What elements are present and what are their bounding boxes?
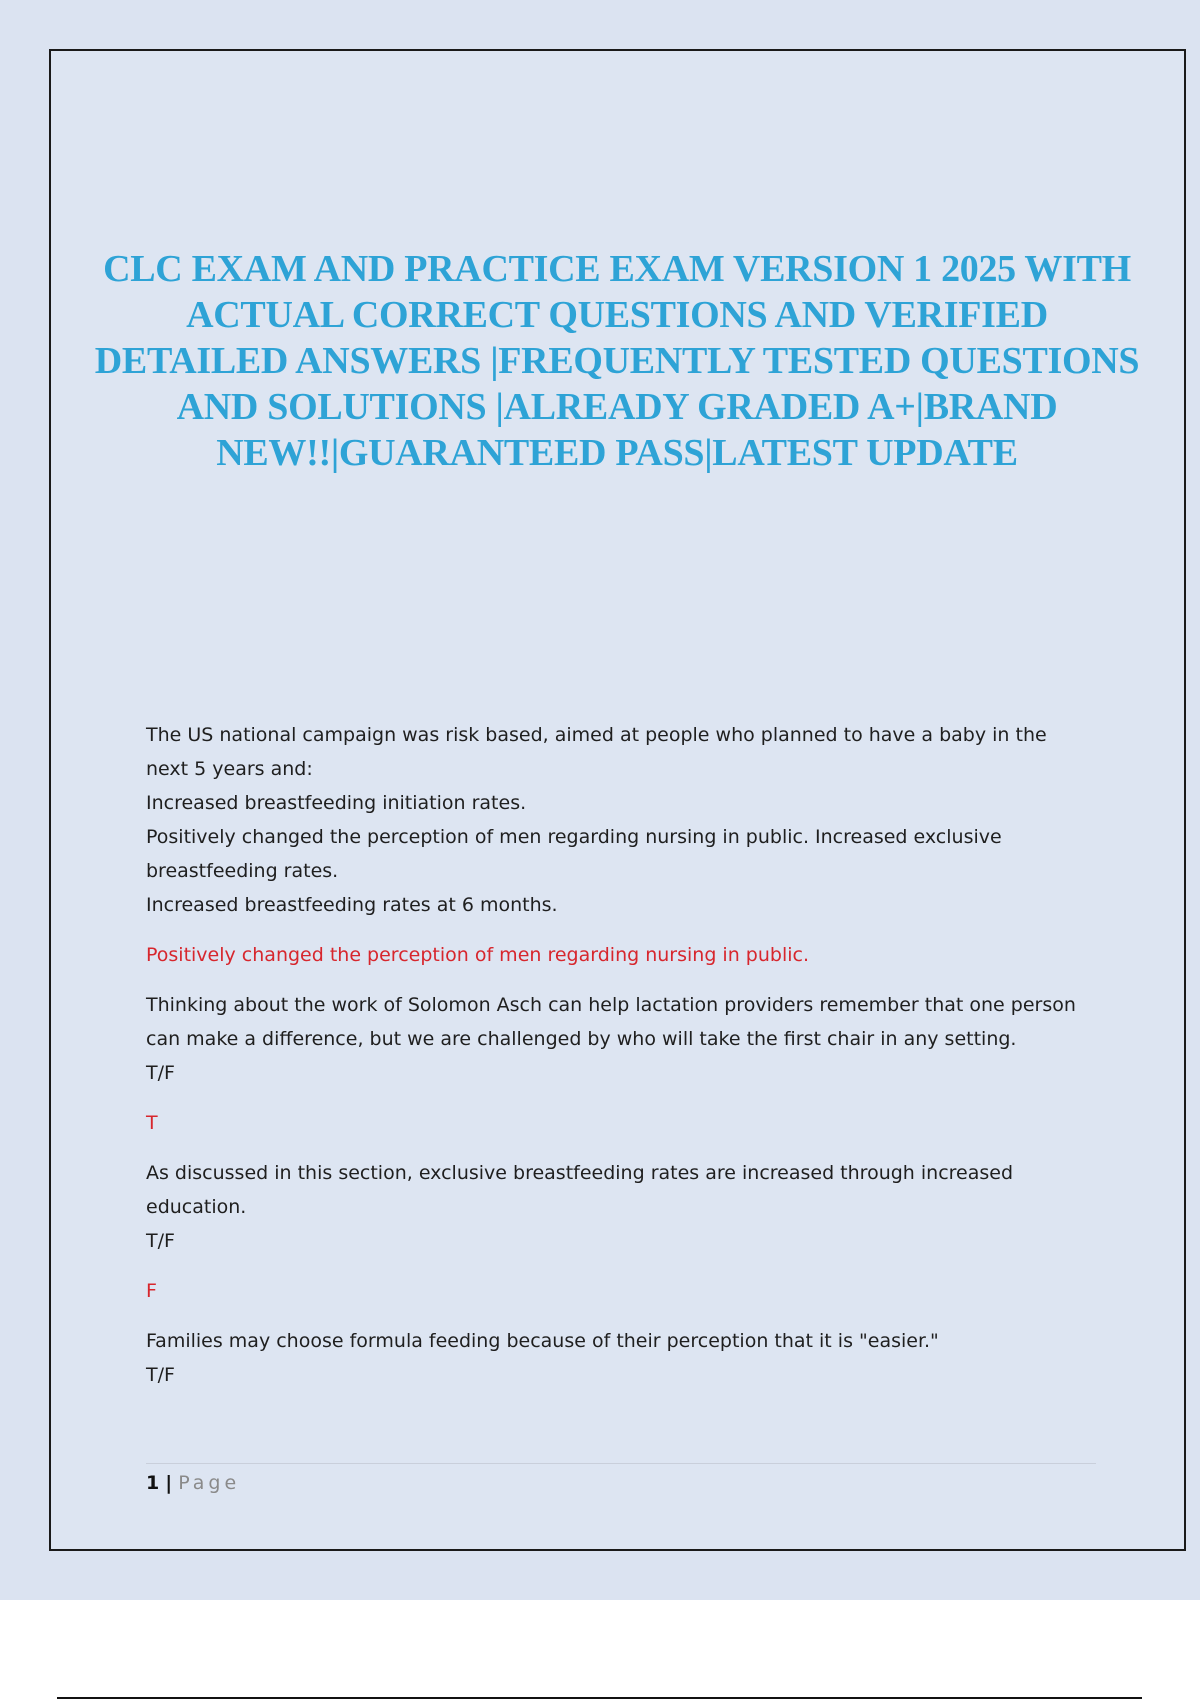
document-body xyxy=(146,718,1086,1392)
question-type: T/F xyxy=(146,1230,175,1252)
answer-text: T xyxy=(146,1112,158,1134)
question-option: Positively changed the perception of men regarding nursing in public. Increased exclusive breastfeeding rates. xyxy=(146,826,1002,882)
question-stem: Thinking about the work of Solomon Asch can help lactation providers remember that one person can make a difference, but we are challenged by who will take the first chair in any setting. xyxy=(146,994,1076,1050)
question-block-2 xyxy=(146,988,1086,1140)
question-type: T/F xyxy=(146,1364,175,1386)
question-block-3 xyxy=(146,1156,1086,1308)
page-number: 1 xyxy=(146,1472,160,1494)
page-footer xyxy=(146,1468,240,1498)
question-block-4 xyxy=(146,1324,1086,1392)
question-option: Increased breastfeeding rates at 6 months. xyxy=(146,894,558,916)
question-stem: As discussed in this section, exclusive breastfeeding rates are increased through increased education. xyxy=(146,1162,1014,1218)
page-label: Page xyxy=(178,1472,241,1494)
question-stem: Families may choose formula feeding because of their perception that it is "easier." xyxy=(146,1330,939,1352)
page-separator: | xyxy=(165,1472,173,1494)
document-title: CLC EXAM AND PRACTICE EXAM VERSION 1 2025 WITH ACTUAL CORRECT QUESTIONS AND VERIFIED DETAILED ANSWERS |FREQUENTLY TESTED QUESTIONS AND SOLUTIONS |ALREADY GRADED A+|BRAND NEW!!|GUARANTEED PASS|LATEST UPDATE xyxy=(94,248,1140,474)
bottom-divider xyxy=(57,1697,1142,1699)
question-stem: The US national campaign was risk based, aimed at people who planned to have a baby in the next 5 years and: xyxy=(146,724,1047,780)
answer-text: Positively changed the perception of men regarding nursing in public. xyxy=(146,944,809,966)
footer-divider xyxy=(146,1463,1096,1464)
question-type: T/F xyxy=(146,1062,175,1084)
question-block-1 xyxy=(146,718,1086,972)
answer-text: F xyxy=(146,1280,157,1302)
question-option: Increased breastfeeding initiation rates. xyxy=(146,792,527,814)
